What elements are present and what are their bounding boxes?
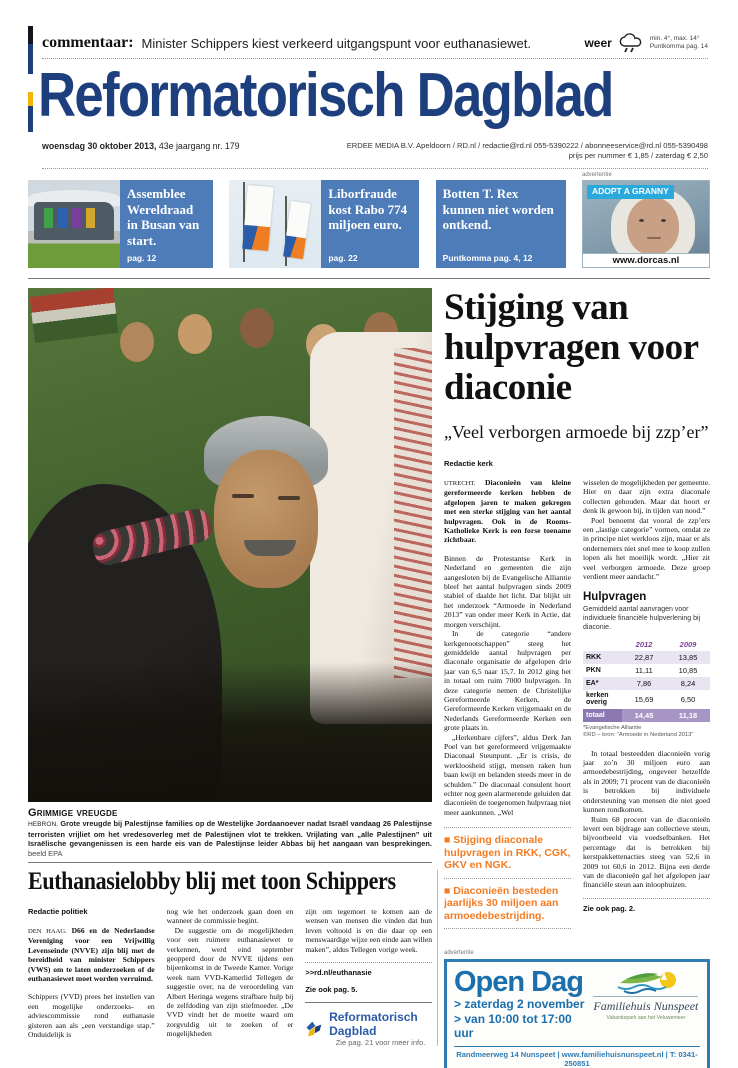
article-paragraph: wisselen de mogelijkheden per gemeente. Hier en daar zijn extra diaconale collecten gehouden. Maar dat hoort er denk ik gewoon bij, in tijden van nood.” (583, 478, 710, 516)
photo-man-face (214, 450, 318, 588)
publisher-info (347, 141, 708, 161)
edge-strip-blue (28, 44, 33, 74)
row-value-2012: 15,69 (634, 694, 654, 704)
dateline-dotted-rule (42, 168, 708, 169)
teaser-libor-box (321, 180, 419, 268)
adopt-a-granny-badge: ADOPT A GRANNY (587, 185, 674, 199)
table-row (583, 651, 710, 664)
issue-date: woensdag 30 oktober 2013, (42, 141, 157, 151)
photo-crowd-shape (178, 314, 212, 354)
granny-photo (583, 181, 709, 253)
row-label: RKK (586, 653, 602, 661)
ad-title: Open Dag (454, 966, 583, 998)
caption-credit: beeld EPA (28, 848, 63, 858)
table-footnotes (583, 725, 710, 740)
table-footnote-2: ©RD – bron: “Armoede in Nederland 2013” (583, 732, 694, 739)
article-paragraph: Binnen de Protestantse Kerk in Nederland en gemeenten die zijn aangesloten bij de Evangelische Alliantie bleef het aantal hulpvragen sinds 2009 stabiel of daalde het licht. Dat blijkt uit het onderzoek “Armoede in Nederland 2013” van onder meer Kerk in Actie, dat morgen verschijnt. (444, 553, 571, 629)
table-row (583, 690, 710, 709)
rd-promo-brand: Reformatorisch Dagblad (329, 1010, 418, 1039)
caption-title: Grimmige vreugde (28, 807, 118, 819)
teaser-page-ref: Puntkomma pag. 4, 12 (442, 253, 533, 263)
row-value-2009: 13,85 (678, 652, 698, 662)
ad-contact-line[interactable]: Randmeerweg 14 Nunspeet | www.familiehuisnunspeet.nl | T: 0341-250851 (454, 1046, 700, 1068)
table-header-spacer (583, 642, 622, 646)
article-paragraph: Ruim 68 procent van de diaconieën levert een bijdrage aan collectieve steun, bijvoorbeeld via voedselbanken. Het percentage dat is betrokken bij kerstpakkettenacties steeg van 52,6 in 2009 tot 60,6 in 2012. Bijna een derde van de diaconieën gaf het afgelopen jaar financiële steun aan inloophuizen. (583, 814, 710, 890)
table-header-row (583, 638, 710, 651)
commentaar-label: commentaar: (42, 34, 134, 51)
article-paragraph: Poel benoemt dat vooral de zzp’ers een „lastige categorie” vormen, omdat ze in principe niet werkloos zijn, maar er als ondernemers niet snel mee te koop zullen lopen als het moeilijk wordt. „Hier zit veel verborgen armoede. Deze groep verdient meer aandacht.” (583, 515, 710, 582)
teaser-libor[interactable] (229, 180, 419, 268)
ad-date-line: > zaterdag 2 november (454, 997, 585, 1011)
ad-label: advertentie (444, 950, 474, 956)
table-description: Gemiddeld aantal aanvragen voor individuele financiële hulpverlening bij diaconie. (583, 606, 701, 632)
photo-shape (58, 208, 67, 228)
article-paragraph: nog wie het onderzoek gaan doen en wanneer de commissie begint. (166, 907, 294, 926)
highlight-bullet: ■ Diaconieën besteden jaarlijks 30 miljoen aan armoedebestrijding. (444, 878, 571, 929)
article-intro-text: Diaconieën van kleine gereformeerde kerken hebben de afgelopen jaren te maken gekregen met een sterke stijging van het aantal hulpvragen. Ook in de Rooms-Katholieke Kerk is een forse toename zichtbaar. (444, 478, 571, 545)
rd-promo (305, 1002, 432, 1047)
article-url-link[interactable]: >>rd.nl/euthanasie (305, 962, 432, 977)
article-paragraph: Schippers (VVD) prees het instellen van een mogelijke onderzoeks- en adviescommissie rond euthanasie gisteren aan als „een verstandige stap.” Onduidelijk is (28, 992, 155, 1040)
row-value-2009: 10,85 (678, 665, 698, 675)
highlight-bullet: ■ Stijging diaconale hulpvragen in RKK, CGK, GKV en NGK. (444, 834, 571, 872)
row-value-2009: 6,50 (680, 694, 696, 704)
weather-temps: min. 4°, max. 14° (649, 35, 700, 42)
row-label: kerken overig (586, 691, 609, 707)
photo-shape (86, 208, 95, 228)
table-footnote-1: *Evangelische Alliantie (583, 724, 642, 731)
ad-brand-name: Familiehuis Nunspeet (593, 996, 698, 1014)
photo-keffiyeh-pattern (394, 348, 432, 678)
row-label: totaal (583, 709, 622, 722)
teaser-page-ref: pag. 22 (328, 253, 358, 263)
article-paragraph: In de categorie “andere kerkgenootschappen” steeg het gemiddelde aantal hulpvragen per diaconale organisatie de afgelopen drie jaar van 6,5 naar 15,7. In 2012 ging het in totaal om ruim 7000 hulpvragen. In deze categorie nemen de Christelijke Gereformeerde Kerken, de Gereformeerde Kerken vrijgemaakt en de Nederlands Gereformeerde Kerken een grote plaats in. (444, 629, 571, 733)
article-intro (444, 478, 571, 545)
teaser-title: Liborfraude kost Rabo 774 miljoen euro. (328, 186, 408, 232)
photo-shape (627, 197, 679, 253)
article-columns (28, 907, 432, 1047)
commentaar-text: Minister Schippers kiest verkeerd uitgangspunt voor euthanasiewet. (141, 35, 532, 51)
row-value-2012: 11,11 (635, 665, 653, 675)
teaser-busan[interactable] (28, 180, 213, 268)
table-row (583, 677, 710, 690)
familiehuis-ad[interactable] (444, 950, 710, 1068)
edge-strip-yellow (28, 92, 33, 106)
rd-promo-note: Zie pag. 21 voor meer info. (335, 1038, 426, 1048)
article-diaconie (444, 288, 710, 948)
dorcas-url-link[interactable]: www.dorcas.nl (583, 253, 709, 267)
familiehuis-logo-icon (610, 969, 682, 995)
photo-man-mustache (244, 540, 296, 556)
article-paragraph: „Herkenbare cijfers”, aldus Derk Jan Poel van het gereformeerd vrijgemaakte Diaconaal Steunpunt. „Er is crisis, de werkloosheid stijgt, mensen raken hun baan kwijt en belanden steeds meer in de schulden.” De diaconaal consulent hoort echter nog geen alarmerende geluiden dat diaconieën de toegenomen hulpvraag niet meer aankunnen. „Wel (444, 732, 571, 817)
photo-shape (44, 208, 53, 228)
article-column-2 (583, 478, 710, 948)
article-paragraph: In totaal besteedden diaconieën vorig jaar zo’n 30 miljoen euro aan armoedebestrijding, ongeveer hetzelfde als in 2009; 71 procent van de diaconieën is betrokken bij individuele ondersteuning van mensen die niet goed kunnen rondkomen. (583, 748, 710, 815)
table-row (583, 664, 710, 677)
weather-page-ref: Puntkomma pag. 14 (649, 43, 708, 50)
article-headline: Stijging van hulpvragen voor diaconie (444, 288, 698, 408)
ad-brand-block (592, 967, 700, 1041)
table-total-row (583, 709, 710, 722)
teaser-row (28, 172, 710, 268)
article-paragraph: De suggestie om de mogelijkheden voor een ruimere euthanasiewet te verkennen, werd eind september geopperd door de NVVE tijdens een bijeenkomst in de Tweede Kamer. Vorige week nam VVD-Kamerlid Tellegen de suggestie over, na de veroordeling van Albert Heringa wegens strafbare hulp bij de zelfdoding van zijn stiefmoeder. „De VVD vindt het de moeite waard om zorgvuldig uit te zoeken of er mogelijkheden (166, 925, 294, 1039)
dorcas-ad[interactable] (582, 172, 710, 268)
ad-time-line: > van 10:00 tot 17:00 uur (454, 1011, 572, 1040)
caption-text: Grote vreugde bij Palestijnse families op de Westelijke Jordaanoever nadat Israël vandaag 26 Palestijnse terroristen vrijliet om het vredesoverleg met de Palestijnen vlot te trekken. Vrijlating van „alle Palestijnen” uit Israëlische gevangenissen is een harde eis van de Palestijnse leider Abbas bij het aangaan van besprekingen. (28, 819, 432, 849)
weather-meta (650, 35, 708, 51)
highlight-bullets (444, 827, 571, 929)
article-subhead: „Veel verborgen armoede bij zzp’er” (444, 422, 709, 442)
teaser-libor-photo (229, 180, 321, 268)
row-value-2012: 7,86 (636, 678, 652, 688)
teaser-page-ref: pag. 12 (127, 253, 157, 263)
newspaper-title: Reformatorisch Dagblad (38, 61, 613, 130)
table-col-2012: 2012 (635, 639, 653, 649)
article-byline: Redactie kerk (444, 459, 493, 468)
publisher-line: ERDEE MEDIA B.V. Apeldoorn / RD.nl / redactie@rd.nl 055-5390222 / abonneeservice@rd.nl 055-5390498 (346, 141, 708, 150)
article-column-2 (167, 907, 294, 1047)
edge-strip-blue-2 (28, 106, 33, 132)
date-issue (42, 141, 240, 151)
teaser-busan-box (120, 180, 213, 268)
ad-label: advertentie (581, 172, 612, 178)
photo-shape (284, 201, 312, 259)
column-rule (437, 870, 438, 1046)
rd-diamond-logo-icon (305, 1017, 323, 1041)
ad-text-block (454, 967, 592, 1041)
caption-location: HEBRON. (28, 821, 59, 828)
photo-caption (28, 807, 432, 858)
teaser-trex-box (436, 180, 566, 268)
article-column-1 (444, 478, 571, 948)
row-value-2009: 8,24 (680, 678, 696, 688)
caption-divider-rule (28, 862, 432, 863)
price-line: prijs per nummer € 1,85 / zaterdag € 2,50 (568, 151, 708, 160)
familiehuis-ad-box (444, 959, 710, 1068)
row-value-2012: 14,45 (634, 710, 654, 720)
photo-shape (243, 185, 274, 251)
article-columns (444, 478, 710, 948)
article-location: DEN HAAG. (28, 928, 67, 935)
top-dotted-rule (42, 58, 708, 59)
ad-brand-tagline: Vakantiepark aan het Veluwemeer (606, 1015, 686, 1021)
teaser-busan-photo (28, 180, 120, 268)
dateline (42, 141, 708, 161)
row-label: PKN (586, 666, 601, 674)
dorcas-ad-box (582, 180, 710, 268)
photo-flag-shape (30, 288, 119, 343)
article-intro-text: D66 en de Nederlandse Vereniging voor een Vrijwillig Levenseinde (NVVE) zijn blij met de bereidheid van minister Schippers (VWS) om te laten onderzoeken of de euthanasiewet moet worden verruimd. (28, 926, 155, 984)
article-euthanasie (28, 868, 432, 1064)
photo-shadow (28, 662, 432, 802)
article-headline: Euthanasielobby blij met toon Schippers (28, 868, 396, 895)
article-intro (28, 926, 155, 983)
teaser-title: Botten T. Rex kunnen niet worden ontkend. (442, 186, 554, 232)
teaser-title: Assemblee Wereldraad in Busan van start. (127, 186, 200, 248)
edge-strip-black (28, 26, 33, 44)
row-label: EA* (586, 679, 599, 687)
row-value-2009: 11,18 (678, 710, 698, 720)
issue-number: 43e jaargang nr. 179 (156, 141, 240, 151)
teaser-divider-rule (28, 278, 710, 279)
see-also-ref[interactable]: Zie ook pag. 5. (305, 985, 358, 995)
weather-widget (584, 33, 708, 53)
see-also-ref[interactable]: Zie ook pag. 2. (583, 898, 710, 913)
teaser-trex[interactable] (436, 180, 566, 268)
article-column-3 (305, 907, 432, 1047)
hulpvragen-table (583, 591, 710, 739)
article-column-1 (28, 907, 155, 1047)
article-byline: Redactie politiek (28, 907, 88, 916)
table-col-2009: 2009 (679, 639, 697, 649)
rain-cloud-icon (617, 33, 645, 53)
main-photo-hebron (28, 288, 432, 802)
table-title: Hulpvragen (583, 591, 647, 604)
commentaar-bar (42, 30, 708, 56)
caption-body (28, 819, 432, 858)
weather-label: weer (584, 36, 612, 50)
article-location: UTRECHT. (444, 480, 476, 487)
article-paragraph: zijn om tegemoet te komen aan de wensen van mensen die vinden dat hun leven voltooid is en die daar op een menswaardige wijze een einde aan willen maken”, aldus Tellegen vorige week. (305, 907, 432, 954)
rd-promo-text (329, 1010, 432, 1047)
row-value-2012: 22,87 (634, 652, 654, 662)
photo-shape (72, 208, 81, 228)
